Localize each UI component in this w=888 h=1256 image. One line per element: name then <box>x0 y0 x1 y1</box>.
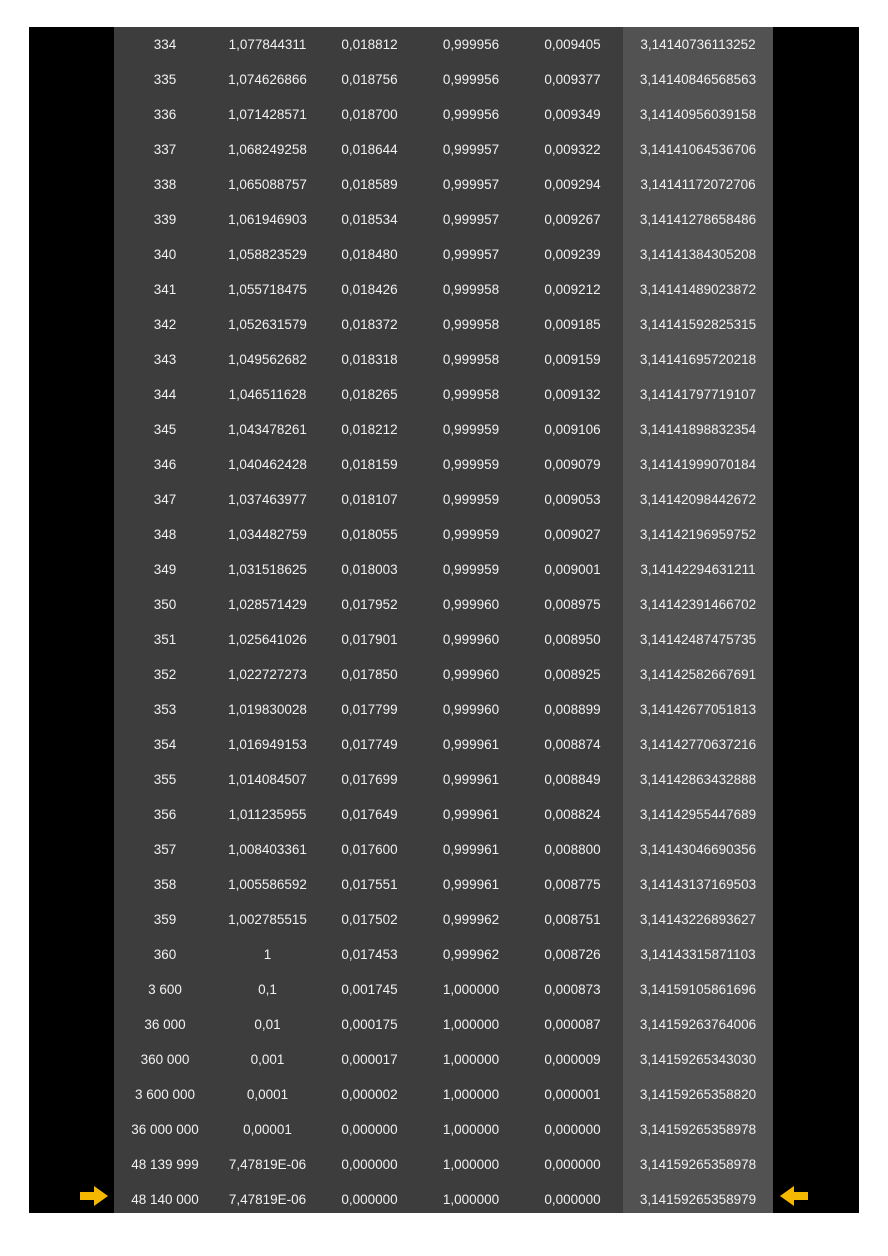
pi-estimate-cell: 3,14141592825315 <box>639 317 757 332</box>
pi-estimate-cell: 3,14142391466702 <box>639 597 757 612</box>
pi-estimate-cell: 3,14159263764006 <box>639 1017 757 1032</box>
sine-cell: 0,018426 <box>341 282 398 297</box>
sine-cell: 0,000175 <box>341 1017 398 1032</box>
angle-count-cell: 356 <box>153 807 177 822</box>
half-value-cell: 0,009079 <box>544 457 601 472</box>
angle-count-cell: 3 600 <box>148 982 182 997</box>
cosine-cell: 1,000000 <box>442 1052 500 1067</box>
ratio-cell: 1,008403361 <box>228 842 307 857</box>
table-row <box>114 1007 773 1042</box>
arrow-right-icon <box>80 1186 108 1206</box>
half-value-cell: 0,009267 <box>544 212 601 227</box>
ratio-cell: 1,022727273 <box>228 667 307 682</box>
table-row <box>114 762 773 797</box>
pi-estimate-cell: 3,14141695720218 <box>639 352 757 367</box>
table-row <box>114 587 773 622</box>
cosine-cell: 1,000000 <box>442 1192 500 1207</box>
data-table <box>114 27 773 1213</box>
angle-count-cell: 353 <box>153 702 177 717</box>
half-value-cell: 0,008751 <box>544 912 601 927</box>
angle-count-cell: 341 <box>153 282 177 297</box>
half-value-cell: 0,000000 <box>544 1157 601 1172</box>
arrow-left-icon <box>780 1186 808 1206</box>
cosine-cell: 0,999959 <box>442 527 500 542</box>
half-value-cell: 0,008899 <box>544 702 601 717</box>
pi-estimate-cell: 3,14159265358820 <box>639 1087 757 1102</box>
pi-estimate-cell: 3,14143137169503 <box>639 877 757 892</box>
sine-cell: 0,000000 <box>341 1122 398 1137</box>
angle-count-cell: 48 140 000 <box>131 1192 199 1207</box>
ratio-cell: 1,071428571 <box>228 107 307 122</box>
ratio-cell: 7,47819E-06 <box>228 1192 307 1207</box>
cosine-cell: 0,999958 <box>442 387 500 402</box>
pi-estimate-cell: 3,14141064536706 <box>639 142 757 157</box>
table-row <box>114 412 773 447</box>
ratio-cell: 1,002785515 <box>228 912 307 927</box>
sine-cell: 0,018589 <box>341 177 398 192</box>
ratio-cell: 1,037463977 <box>228 492 307 507</box>
table-row <box>114 797 773 832</box>
ratio-cell: 1,046511628 <box>228 387 307 402</box>
angle-count-cell: 347 <box>153 492 177 507</box>
cosine-cell: 0,999957 <box>442 247 500 262</box>
cosine-cell: 1,000000 <box>442 982 500 997</box>
half-value-cell: 0,009027 <box>544 527 601 542</box>
sine-cell: 0,017850 <box>341 667 398 682</box>
sine-cell: 0,017551 <box>341 877 398 892</box>
angle-count-cell: 3 600 000 <box>134 1087 196 1102</box>
ratio-cell: 1,065088757 <box>228 177 307 192</box>
half-value-cell: 0,008975 <box>544 597 601 612</box>
table-row <box>114 1147 773 1182</box>
sine-cell: 0,017952 <box>341 597 398 612</box>
pi-estimate-cell: 3,14141489023872 <box>639 282 757 297</box>
half-value-cell: 0,009322 <box>544 142 601 157</box>
sine-cell: 0,018534 <box>341 212 398 227</box>
pi-estimate-cell: 3,14140736113252 <box>640 37 756 52</box>
angle-count-cell: 357 <box>153 842 177 857</box>
table-row <box>114 692 773 727</box>
half-value-cell: 0,000009 <box>544 1052 601 1067</box>
cosine-cell: 0,999960 <box>442 702 500 717</box>
ratio-cell: 0,001 <box>250 1052 285 1067</box>
pi-estimate-cell: 3,14142196959752 <box>639 527 757 542</box>
sine-cell: 0,018107 <box>341 492 398 507</box>
pi-estimate-cell: 3,14143046690356 <box>639 842 757 857</box>
sine-cell: 0,017749 <box>341 737 398 752</box>
angle-count-cell: 360 <box>153 947 177 962</box>
table-row <box>114 902 773 937</box>
pi-estimate-cell: 3,14141278658486 <box>639 212 757 227</box>
cosine-cell: 0,999958 <box>442 352 500 367</box>
cosine-cell: 0,999961 <box>442 772 500 787</box>
pi-estimate-cell: 3,14142770637216 <box>639 737 757 752</box>
table-row <box>114 342 773 377</box>
table-row <box>114 132 773 167</box>
table-row <box>114 237 773 272</box>
table-row <box>114 727 773 762</box>
angle-count-cell: 350 <box>153 597 177 612</box>
pi-estimate-cell: 3,14141797719107 <box>639 387 757 402</box>
table-row <box>114 1042 773 1077</box>
angle-count-cell: 335 <box>153 72 177 87</box>
angle-count-cell: 360 000 <box>140 1052 190 1067</box>
angle-count-cell: 349 <box>153 562 177 577</box>
cosine-cell: 0,999959 <box>442 492 500 507</box>
ratio-cell: 1,043478261 <box>228 422 307 437</box>
cosine-cell: 0,999958 <box>442 317 500 332</box>
half-value-cell: 0,008950 <box>544 632 601 647</box>
half-value-cell: 0,009405 <box>544 37 601 52</box>
pi-estimate-cell: 3,14140956039158 <box>639 107 757 122</box>
cosine-cell: 0,999956 <box>442 37 500 52</box>
pi-estimate-cell: 3,14141172072706 <box>640 177 756 192</box>
cosine-cell: 0,999961 <box>442 737 500 752</box>
pi-estimate-cell: 3,14159105861696 <box>639 982 757 997</box>
cosine-cell: 0,999960 <box>442 632 500 647</box>
angle-count-cell: 346 <box>153 457 177 472</box>
ratio-cell: 1,058823529 <box>228 247 307 262</box>
half-value-cell: 0,009239 <box>544 247 601 262</box>
ratio-cell: 7,47819E-06 <box>228 1157 307 1172</box>
cosine-cell: 0,999957 <box>442 142 500 157</box>
sine-cell: 0,017453 <box>341 947 398 962</box>
cosine-cell: 0,999960 <box>442 667 500 682</box>
ratio-cell: 1,049562682 <box>228 352 307 367</box>
sine-cell: 0,017799 <box>341 702 398 717</box>
half-value-cell: 0,008800 <box>544 842 601 857</box>
half-value-cell: 0,008849 <box>544 772 601 787</box>
table-row <box>114 1112 773 1147</box>
half-value-cell: 0,000087 <box>544 1017 601 1032</box>
sine-cell: 0,000000 <box>341 1192 398 1207</box>
pi-estimate-cell: 3,14159265358978 <box>639 1157 757 1172</box>
ratio-cell: 1 <box>263 947 272 962</box>
sine-cell: 0,018265 <box>341 387 398 402</box>
ratio-cell: 0,0001 <box>246 1087 289 1102</box>
pi-estimate-cell: 3,14141999070184 <box>639 457 757 472</box>
angle-count-cell: 355 <box>153 772 177 787</box>
cosine-cell: 0,999960 <box>442 597 500 612</box>
table-row <box>114 97 773 132</box>
angle-count-cell: 338 <box>153 177 177 192</box>
sine-cell: 0,018372 <box>341 317 398 332</box>
angle-count-cell: 344 <box>153 387 177 402</box>
ratio-cell: 1,005586592 <box>228 877 307 892</box>
sine-cell: 0,000000 <box>341 1157 398 1172</box>
table-row <box>114 622 773 657</box>
cosine-cell: 1,000000 <box>442 1087 500 1102</box>
table-row <box>114 972 773 1007</box>
pi-estimate-cell: 3,14159265343030 <box>639 1052 757 1067</box>
sine-cell: 0,018318 <box>341 352 398 367</box>
table-row <box>114 307 773 342</box>
ratio-cell: 0,1 <box>258 982 277 997</box>
table-row <box>114 657 773 692</box>
angle-count-cell: 36 000 000 <box>131 1122 199 1137</box>
cosine-cell: 0,999959 <box>442 457 500 472</box>
sine-cell: 0,018212 <box>341 422 398 437</box>
half-value-cell: 0,009294 <box>544 177 601 192</box>
angle-count-cell: 352 <box>153 667 177 682</box>
angle-count-cell: 343 <box>153 352 177 367</box>
half-value-cell: 0,009159 <box>544 352 601 367</box>
angle-count-cell: 337 <box>153 142 177 157</box>
table-row <box>114 1077 773 1112</box>
pi-estimate-cell: 3,14142487475735 <box>639 632 757 647</box>
angle-count-cell: 348 <box>153 527 177 542</box>
ratio-cell: 1,052631579 <box>228 317 307 332</box>
sine-cell: 0,018812 <box>341 37 398 52</box>
half-value-cell: 0,000000 <box>544 1122 601 1137</box>
cosine-cell: 0,999961 <box>442 842 500 857</box>
half-value-cell: 0,008824 <box>544 807 601 822</box>
table-row <box>114 202 773 237</box>
half-value-cell: 0,009185 <box>544 317 601 332</box>
cosine-cell: 0,999961 <box>442 877 500 892</box>
ratio-cell: 0,00001 <box>243 1122 292 1137</box>
table-row <box>114 832 773 867</box>
pi-estimate-cell: 3,14141898832354 <box>639 422 757 437</box>
pi-estimate-cell: 3,14142098442672 <box>639 492 757 507</box>
cosine-cell: 0,999957 <box>442 212 500 227</box>
angle-count-cell: 340 <box>153 247 177 262</box>
table-row <box>114 62 773 97</box>
pi-estimate-cell: 3,14159265358978 <box>639 1122 757 1137</box>
pi-estimate-cell: 3,14142677051813 <box>639 702 757 717</box>
half-value-cell: 0,008874 <box>544 737 601 752</box>
pi-estimate-cell: 3,14142294631211 <box>640 562 756 577</box>
table-row <box>114 867 773 902</box>
table-row <box>114 482 773 517</box>
ratio-cell: 1,061946903 <box>228 212 307 227</box>
ratio-cell: 1,014084507 <box>228 772 307 787</box>
sine-cell: 0,017699 <box>341 772 398 787</box>
ratio-cell: 1,011235955 <box>228 807 307 822</box>
cosine-cell: 0,999956 <box>442 72 500 87</box>
sine-cell: 0,018644 <box>341 142 398 157</box>
angle-count-cell: 336 <box>153 107 177 122</box>
ratio-cell: 1,016949153 <box>228 737 307 752</box>
sine-cell: 0,017649 <box>341 807 398 822</box>
cosine-cell: 0,999958 <box>442 282 500 297</box>
angle-count-cell: 359 <box>153 912 177 927</box>
ratio-cell: 1,034482759 <box>228 527 307 542</box>
half-value-cell: 0,000001 <box>544 1087 601 1102</box>
cosine-cell: 0,999959 <box>442 422 500 437</box>
sine-cell: 0,000002 <box>341 1087 398 1102</box>
sine-cell: 0,000017 <box>341 1052 398 1067</box>
sine-cell: 0,017901 <box>341 632 398 647</box>
table-row <box>114 272 773 307</box>
cosine-cell: 1,000000 <box>442 1157 500 1172</box>
sine-cell: 0,018756 <box>341 72 398 87</box>
half-value-cell: 0,009349 <box>544 107 601 122</box>
ratio-cell: 1,031518625 <box>228 562 307 577</box>
cosine-cell: 0,999956 <box>442 107 500 122</box>
ratio-cell: 1,025641026 <box>228 632 307 647</box>
cosine-cell: 0,999961 <box>442 807 500 822</box>
pi-estimate-cell: 3,14159265358979 <box>639 1192 757 1207</box>
ratio-cell: 1,074626866 <box>228 72 307 87</box>
angle-count-cell: 339 <box>153 212 177 227</box>
table-row <box>114 552 773 587</box>
cosine-cell: 0,999957 <box>442 177 500 192</box>
ratio-cell: 1,028571429 <box>228 597 307 612</box>
angle-count-cell: 345 <box>153 422 177 437</box>
cosine-cell: 0,999959 <box>442 562 500 577</box>
ratio-cell: 1,055718475 <box>228 282 307 297</box>
ratio-cell: 1,077844311 <box>228 37 307 52</box>
pi-estimate-cell: 3,14142863432888 <box>639 772 757 787</box>
cosine-cell: 1,000000 <box>442 1017 500 1032</box>
cosine-cell: 0,999962 <box>442 912 500 927</box>
ratio-cell: 1,019830028 <box>228 702 307 717</box>
table-row <box>114 517 773 552</box>
angle-count-cell: 354 <box>153 737 177 752</box>
half-value-cell: 0,009053 <box>544 492 601 507</box>
sine-cell: 0,018159 <box>341 457 398 472</box>
table-row <box>114 27 773 62</box>
sine-cell: 0,017600 <box>341 842 398 857</box>
half-value-cell: 0,009377 <box>544 72 601 87</box>
cosine-cell: 1,000000 <box>442 1122 500 1137</box>
pi-estimate-cell: 3,14140846568563 <box>639 72 757 87</box>
cosine-cell: 0,999962 <box>442 947 500 962</box>
sine-cell: 0,017502 <box>341 912 398 927</box>
half-value-cell: 0,009001 <box>544 562 601 577</box>
table-row <box>114 937 773 972</box>
sine-cell: 0,018003 <box>341 562 398 577</box>
half-value-cell: 0,009106 <box>544 422 601 437</box>
angle-count-cell: 334 <box>153 37 177 52</box>
angle-count-cell: 48 139 999 <box>131 1157 199 1172</box>
half-value-cell: 0,008925 <box>544 667 601 682</box>
table-row <box>114 1182 773 1217</box>
table-row <box>114 377 773 412</box>
angle-count-cell: 358 <box>153 877 177 892</box>
half-value-cell: 0,000873 <box>544 982 601 997</box>
pi-estimate-cell: 3,14142955447689 <box>639 807 757 822</box>
sine-cell: 0,018055 <box>341 527 398 542</box>
table-row <box>114 447 773 482</box>
ratio-cell: 1,068249258 <box>228 142 307 157</box>
sine-cell: 0,001745 <box>341 982 398 997</box>
ratio-cell: 1,040462428 <box>228 457 307 472</box>
pi-estimate-cell: 3,14143315871103 <box>640 947 756 962</box>
pi-estimate-cell: 3,14143226893627 <box>639 912 757 927</box>
pi-estimate-cell: 3,14141384305208 <box>639 247 757 262</box>
table-row <box>114 167 773 202</box>
half-value-cell: 0,000000 <box>544 1192 601 1207</box>
sine-cell: 0,018700 <box>341 107 398 122</box>
angle-count-cell: 342 <box>153 317 177 332</box>
pi-estimate-cell: 3,14142582667691 <box>639 667 757 682</box>
angle-count-cell: 36 000 <box>144 1017 186 1032</box>
half-value-cell: 0,008775 <box>544 877 601 892</box>
ratio-cell: 0,01 <box>254 1017 281 1032</box>
sine-cell: 0,018480 <box>341 247 398 262</box>
half-value-cell: 0,009132 <box>544 387 601 402</box>
half-value-cell: 0,008726 <box>544 947 601 962</box>
half-value-cell: 0,009212 <box>544 282 601 297</box>
angle-count-cell: 351 <box>153 632 177 647</box>
